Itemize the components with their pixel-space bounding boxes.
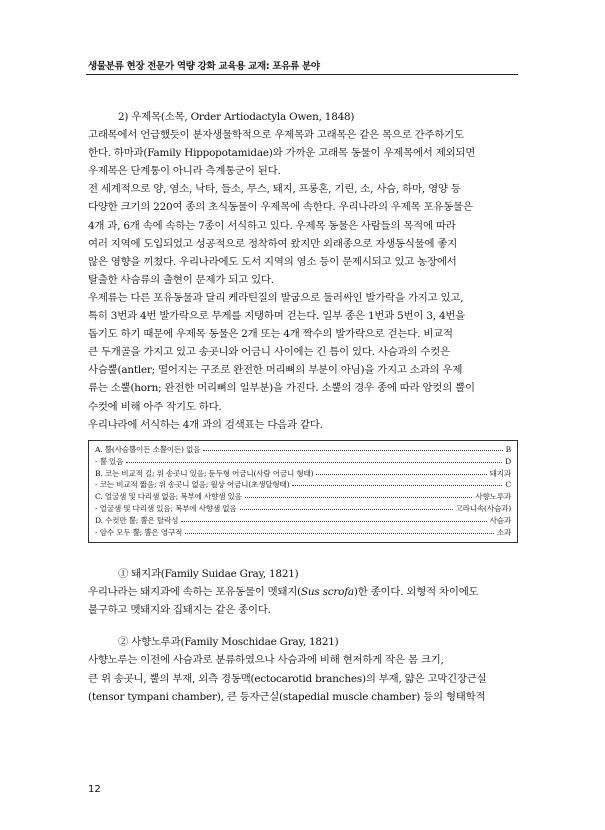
key-couplet: A. 뿔(사슴뿔이든 소뿔이든) 없음 xyxy=(95,445,201,455)
body-line: 사슴뿔(antler; 떨어지는 구조로 완전한 머리뼈의 부분이 아님)을 가지고 소과의 우제 xyxy=(88,364,463,377)
key-row xyxy=(95,467,511,479)
key-row xyxy=(95,526,511,538)
body-line: 수컷에 비해 아주 작기도 하다. xyxy=(88,400,222,413)
text-run: 우리나라는 돼지과에 속하는 포유동물이 멧돼지( xyxy=(88,586,302,599)
page-body xyxy=(88,108,518,706)
body-line: 우제류는 다른 포유동물과 달리 케라틴질의 발굽으로 둘러싸인 발가락을 가지고 있고, xyxy=(88,291,464,304)
body-line: 돕기도 하기 때문에 우제목 동물은 2개 또는 4개 짝수의 발가락으로 걷는다. 비교적 xyxy=(88,328,453,341)
key-leader-dots xyxy=(203,450,502,451)
key-leader-dots xyxy=(292,485,502,486)
key-result: D xyxy=(505,456,511,466)
key-result: 고라니속(사슴과) xyxy=(455,504,511,514)
identification-key-box xyxy=(88,440,518,543)
body-line: 4개 과, 6개 속에 속하는 7종이 서식하고 있다. 우제목 동물은 사람들의 목적에 따라 xyxy=(88,219,456,232)
body-line: 않은 영향을 끼쳤다. 우리나라에도 도서 지역의 염소 등이 문제시되고 있고 농장에서 xyxy=(88,255,457,268)
key-leader-dots xyxy=(126,462,502,463)
key-result: B xyxy=(505,445,511,455)
body-line: 탈출한 사슴류의 출현이 문제가 되고 있다. xyxy=(88,273,274,286)
key-leader-dots xyxy=(316,474,486,475)
key-result: 돼지과 xyxy=(489,468,511,478)
body-line: 전 세계적으로 양, 염소, 낙타, 들소, 무스, 돼지, 프롱혼, 기린, 소, 사슴, 하마, 영양 등 xyxy=(88,183,461,196)
key-result: 소과 xyxy=(496,527,511,537)
artiodactyla-paragraphs xyxy=(88,126,518,434)
spacer xyxy=(88,551,518,565)
key-couplet: D. 수컷만 뿔; 뿔은 탈락성 xyxy=(95,515,179,525)
header-divider xyxy=(86,74,518,75)
key-couplet: - 얼굴샘 및 다리샘 있음; 복부에 사향샘 없음 xyxy=(95,504,237,514)
key-row xyxy=(95,455,511,467)
key-result: 사슴과 xyxy=(489,515,511,525)
body-line xyxy=(88,583,518,601)
body-line: 고래목에서 언급했듯이 분자생물학적으로 우제목과 고래목은 같은 목으로 간주하기도 xyxy=(88,129,464,142)
body-line: 큰 두개골을 가지고 있고 송곳니와 어금니 사이에는 긴 틈이 있다. 사슴과의 수컷은 xyxy=(88,346,450,359)
spacer xyxy=(88,619,518,633)
key-row xyxy=(95,503,511,515)
scientific-name: Sus scrofa xyxy=(301,586,354,599)
key-leader-dots xyxy=(240,509,453,510)
text-run: )한 종이다. 외형적 차이에도 xyxy=(353,586,479,599)
page-number: 12 xyxy=(88,784,101,795)
key-result: C xyxy=(505,480,511,490)
section-heading-suidae: ① 돼지과(Family Suidae Gray, 1821) xyxy=(118,568,299,581)
key-result: 사향노루과 xyxy=(475,492,511,502)
key-couplet: B. 코는 비교적 길; 위 송곳니 있음; 둔두형 어금니(사람 어금니 형태) xyxy=(95,468,314,478)
running-header: 생물분류 현장 전문가 역량 강화 교육용 교재: 포유류 분야 xyxy=(88,61,320,72)
body-line: 특히 3번과 4번 발가락으로 무게를 지탱하며 걷는다. 일부 종은 1번과 5번이 3, 4번을 xyxy=(88,310,466,323)
key-couplet: C. 얼굴샘 및 다리샘 없음; 복부에 사향샘 있음 xyxy=(95,492,242,502)
body-line: 사향노루는 이전에 사슴과로 분류하였으나 사슴과에 비해 현저하게 작은 몸 크기, xyxy=(88,654,444,667)
body-line: 큰 위 송곳니, 뿔의 부재, 외측 경동맥(ectocarotid branches)의 부재, 얇은 고막긴장근실 xyxy=(88,672,487,685)
body-line: (tensor tympani chamber), 큰 등자근실(stapedial muscle chamber) 등의 형태학적 xyxy=(88,690,486,703)
body-line: 우제목은 단계통이 아니라 측계통군이 된다. xyxy=(88,165,281,178)
body-line: 우리나라에 서식하는 4개 과의 검색표는 다음과 같다. xyxy=(88,418,323,431)
section-heading-artiodactyla: 2) 우제목(소목, Order Artiodactyla Owen, 1848) xyxy=(118,111,355,123)
body-line: 류는 소뿔(horn; 완전한 머리뼈의 일부분)을 가진다. 소뿔의 경우 종에 따라 암컷의 뿔이 xyxy=(88,382,475,395)
key-leader-dots xyxy=(185,533,494,534)
key-leader-dots xyxy=(245,497,473,498)
key-row xyxy=(95,514,511,526)
key-row xyxy=(95,444,511,456)
key-couplet: - 코는 비교적 짧음; 위 송곳니 없음; 월상 어금니(초생달형태) xyxy=(95,480,290,490)
body-line: 불구하고 멧돼지와 집돼지는 같은 종이다. xyxy=(88,604,271,617)
key-couplet: - 암수 모두 뿔; 뿔은 영구적 xyxy=(95,527,183,537)
key-couplet: - 뿔 있음 xyxy=(95,456,124,466)
section-heading-moschidae: ② 사향노루과(Family Moschidae Gray, 1821) xyxy=(118,636,339,649)
body-line: 한다. 하마과(Family Hippopotamidae)와 가까운 고래목 동물이 우제목에서 제외되면 xyxy=(88,147,476,160)
key-leader-dots xyxy=(181,521,486,522)
key-row xyxy=(95,491,511,503)
body-line: 다양한 크기의 220여 종의 초식동물이 우제목에 속한다. 우리나라의 우제목 포유동물은 xyxy=(88,201,473,214)
body-line: 여러 지역에 도입되었고 성공적으로 정착하여 왔지만 외래종으로 자생동식물에 좋지 xyxy=(88,237,458,250)
key-row xyxy=(95,479,511,491)
